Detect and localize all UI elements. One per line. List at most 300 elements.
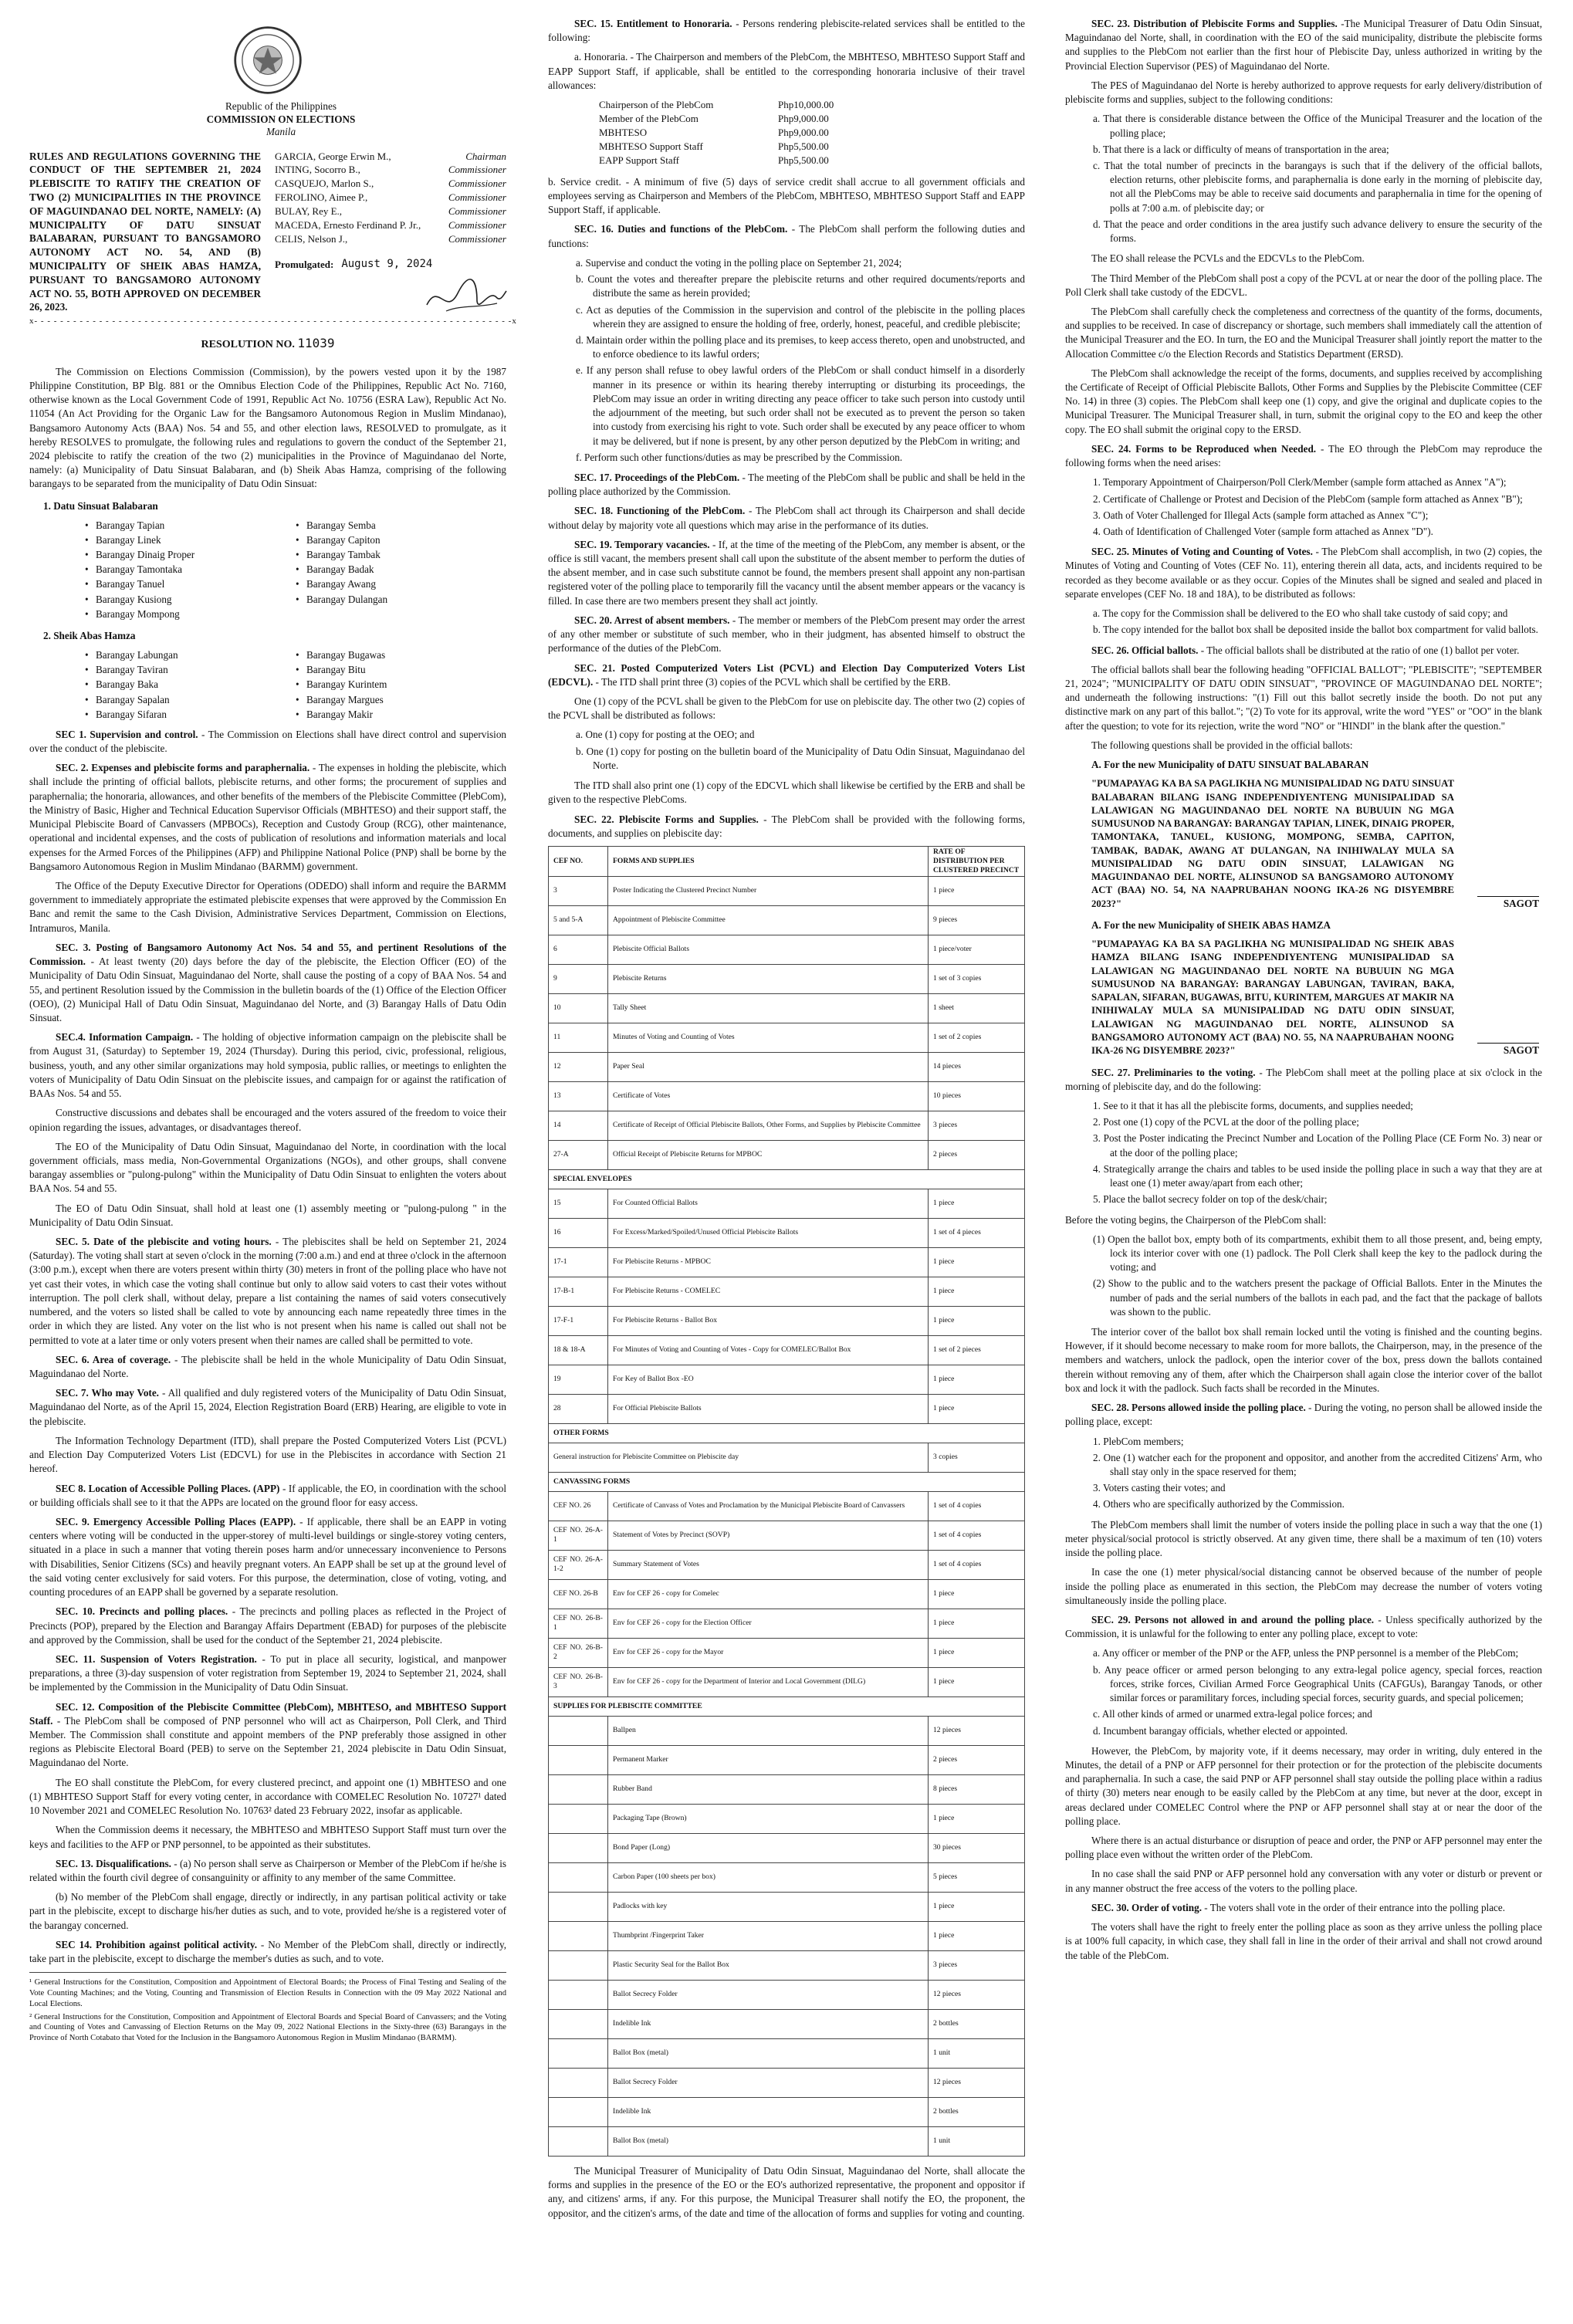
city-line: Manila xyxy=(266,126,296,137)
table-cell: 19 xyxy=(549,1365,608,1394)
table-cell: 16 xyxy=(549,1218,608,1247)
allocation-paragraph: The Municipal Treasurer of Municipality of Datu Odin Sinsuat, Maguindanao del Norte, shall allocate the forms and supplies in the presence of the EO or the EO's authorized representative, the proponent and oppositor if any, and citizens' arms, if any. For this purpose, the Municipal Treasurer shall notify the EO, the proponent, the oppositor, and the citizen's arms, of the date and time of the allocation of forms and supplies for voting and counting. xyxy=(548,2164,1025,2219)
table-cell: 5 pieces xyxy=(929,1862,1025,1892)
table-row xyxy=(549,1023,1025,1052)
table-row: EAPP Support Staff Php5,500.00 xyxy=(599,154,829,166)
list-item: 4. Others who are specifically authorized by the Commission. xyxy=(1093,1498,1345,1510)
section-heading: SEC. 25. Minutes of Voting and Counting of Votes. xyxy=(1091,546,1313,558)
table-cell: 1 piece xyxy=(929,1638,1025,1667)
table-cell: 3 pieces xyxy=(929,1111,1025,1140)
table-cell: Plebiscite Official Ballots xyxy=(608,935,929,964)
table-cell: 1 set of 4 copies xyxy=(929,1521,1025,1550)
table-row: Member of the PlebCom Php9,000.00 xyxy=(599,113,829,125)
honoraria-table xyxy=(594,98,838,167)
table-cell: 12 pieces xyxy=(929,1716,1025,1745)
table-row xyxy=(549,1980,1025,2009)
list-item: a. Supervise and conduct the voting in the polling place on September 21, 2024; xyxy=(576,256,902,269)
section-paragraph: SEC. 6. Area of coverage. - The plebiscite shall be held in the whole Municipality of Datu Odin Sinsuat, Maguindanao del Norte. xyxy=(29,1353,506,1380)
conditions-list xyxy=(1093,112,1542,245)
table-cell: 1 piece xyxy=(929,1306,1025,1335)
table-cell: 28 xyxy=(549,1394,608,1423)
list-item: (1) Open the ballot box, empty both of its compartments, exhibit them to all those present, and, being empty, lock its interior cover with one (1) padlock. The Poll Clerk shall keep the key to the padlock during the voting; and xyxy=(1093,1233,1542,1274)
list-item: b. The copy intended for the ballot box shall be deposited inside the ballot box compartment for valid ballots. xyxy=(1093,624,1538,636)
table-cell: CEF NO. 26-A-1 xyxy=(549,1521,608,1550)
table-row xyxy=(549,1472,1025,1491)
table-row xyxy=(549,1052,1025,1081)
resolution-title: RULES AND REGULATIONS GOVERNING THE CONDUCT OF THE SEPTEMBER 21, 2024 PLEBISCITE TO RATIFY THE CREATION OF TWO (2) MUNICIPALITIES IN THE PROVINCE OF MAGUINDANAO DEL NORTE, NAMELY: (A) MUNICIPALITY OF DATU SINSUAT BALABARAN, PURSUANT TO BANGSAMORO AUTONOMY ACT NO. 54, AND (B) MUNICIPALITY OF SHEIK ABAS HAMZA, PURSUANT TO BANGSAMORO AUTONOMY ACT NO. 55, BOTH APPROVED ON DECEMBER 26, 2023. xyxy=(29,150,261,313)
barangay-list: • Barangay Labungan • Barangay Bugawas • Barangay Taviran • Barangay Bitu • Barangay Baka • Barangay Kurintem • Barangay Sapalan • Barangay Margues • Barangay Sifaran • Barangay Makir xyxy=(85,648,506,722)
table-cell xyxy=(549,2097,608,2126)
list-item: b. One (1) copy for posting on the bulletin board of the Municipality of Datu Odin Sinsuat, Maguindanao del Norte. xyxy=(576,745,1025,771)
table-cell xyxy=(549,1921,608,1950)
table-cell: 12 xyxy=(549,1052,608,1081)
section-list xyxy=(29,728,506,1967)
table-cell: CEF NO. 26-B-2 xyxy=(549,1638,608,1667)
section-heading: SEC. 7. Who may Vote. xyxy=(56,1387,159,1399)
table-row xyxy=(549,1696,1025,1716)
commission-line: COMMISSION ON ELECTIONS xyxy=(206,113,356,125)
section-paragraph: SEC. 7. Who may Vote. - All qualified and duly registered voters of the Municipality of Datu Odin Sinsuat, Maguindanao del Norte, as of the April 15, 2024, Election Registration Board (ERB) Hearing, are eligible to vote in the plebiscite. xyxy=(29,1387,506,1427)
table-cell: For Key of Ballot Box -EO xyxy=(608,1365,929,1394)
table-row xyxy=(549,1218,1025,1247)
table-row xyxy=(549,993,1025,1023)
section-heading: SEC. 27. Preliminaries to the voting. xyxy=(1091,1066,1256,1078)
table-cell: 1 piece xyxy=(929,1394,1025,1423)
table-cell: 10 xyxy=(549,993,608,1023)
table-row xyxy=(549,1423,1025,1443)
list-item: 4. Strategically arrange the chairs and tables to be used inside the polling place in such a way that they are at least one (1) meter away/apart from each other; xyxy=(1093,1162,1542,1189)
section-heading: SEC. 21. Posted Computerized Voters List (PCVL) and Election Day Computerized Voters List (EDCVL). xyxy=(548,661,1025,688)
section-paragraph: SEC. 21. Posted Computerized Voters List (PCVL) and Election Day Computerized Voters List (EDCVL). - The ITD shall print three (3) copies of the PCVL which shall be certified by the ERB. xyxy=(548,661,1025,688)
table-cell: 1 set of 2 copies xyxy=(929,1023,1025,1052)
table-cell: 6 xyxy=(549,935,608,964)
table-cell xyxy=(549,1833,608,1862)
table-cell: 1 piece xyxy=(929,1365,1025,1394)
section-paragraph: SEC 14. Prohibition against political activity. - No Member of the PlebCom shall, directly or indirectly, take part in the plebiscite, except to discharge the member's duties as such, and to vote. xyxy=(29,1938,506,1965)
column-header: FORMS AND SUPPLIES xyxy=(608,846,929,876)
table-cell: For Plebiscite Returns - Ballot Box xyxy=(608,1306,929,1335)
list-item: 4. Oath of Identification of Challenged Voter (sample form attached as Annex "D"). xyxy=(1093,526,1433,537)
table-row xyxy=(549,935,1025,964)
table-cell: Paper Seal xyxy=(608,1052,929,1081)
table-cell: 2 pieces xyxy=(929,1140,1025,1169)
section-heading: SEC. 5. Date of the plebiscite and voting hours. xyxy=(56,1236,272,1248)
table-cell: 1 set of 4 pieces xyxy=(929,1218,1025,1247)
pcvl-list xyxy=(576,728,1025,773)
preliminaries-list xyxy=(1093,1099,1542,1207)
table-row xyxy=(549,964,1025,993)
table-cell: For Plebiscite Returns - MPBOC xyxy=(608,1247,929,1277)
ballot-question-label: A. For the new Municipality of DATU SINSUAT BALABARAN xyxy=(1091,759,1369,771)
section-paragraph: One (1) copy of the PCVL shall be given to the PlebCom for use on plebiscite day. The other two (2) copies of the PCVL shall be distributed as follows: xyxy=(548,695,1025,722)
section-heading: SEC. 6. Area of coverage. xyxy=(56,1353,171,1365)
forms-supplies-table xyxy=(548,846,1025,2157)
table-row: MBHTESO Php9,000.00 xyxy=(599,126,829,138)
section-heading: SEC. 15. Entitlement to Honoraria. xyxy=(574,18,732,29)
table-row xyxy=(549,1862,1025,1892)
list-item: a. Any officer or member of the PNP or the AFP, unless the PNP personnel is a member of the PlebCom; xyxy=(1093,1647,1519,1659)
table-row xyxy=(549,1521,1025,1550)
service-credit-paragraph: b. Service credit. - A minimum of five (5) days of service credit shall accrue to all government officials and employees serving as Chairperson and Members of the PlebCom, MBHTESO, MBHTESO Support Staff and EAPP Support Staff, if applicable. xyxy=(548,175,1025,216)
separator-line: x- - - - - - - - - - - - - - - - - - - - - - - - - - - - - - - - - - - - - - - - - - - - - - - - - - - - - - - - - - - - - - - - - - - - - - - - - -x xyxy=(29,316,517,326)
table-cell: 5 and 5-A xyxy=(549,905,608,935)
table-cell: 18 & 18-A xyxy=(549,1335,608,1365)
table-header-row xyxy=(549,846,1025,876)
table-cell xyxy=(549,1774,608,1804)
table-row xyxy=(549,2097,1025,2126)
signature-icon xyxy=(423,274,508,320)
table-cell: 1 piece xyxy=(929,1579,1025,1609)
table-cell xyxy=(549,1862,608,1892)
barangay-list: • Barangay Tapian • Barangay Semba • Barangay Linek • Barangay Capiton • Barangay Dinaig Proper • Barangay Tambak • Barangay Tamontaka • Barangay Badak • Barangay Tanuel • Barangay Awang • Barangay Kusiong • Barangay Dulangan • Barangay Mompong xyxy=(85,518,506,621)
table-row xyxy=(549,1833,1025,1862)
section-heading: SEC. 23. Distribution of Plebiscite Forms and Supplies. xyxy=(1091,18,1338,29)
table-row xyxy=(549,1491,1025,1521)
table-row xyxy=(549,2038,1025,2068)
table-row xyxy=(549,2126,1025,2156)
table-row xyxy=(549,1443,1025,1472)
table-cell xyxy=(549,1950,608,1980)
table-row: Chairperson of the PlebCom Php10,000.00 xyxy=(599,99,834,111)
municipality-heading: 2. Sheik Abas Hamza xyxy=(43,629,136,641)
table-cell: 1 unit xyxy=(929,2038,1025,2068)
section-paragraph: SEC. 13. Disqualifications. - (a) No person shall serve as Chairperson or Member of the PlebCom if he/she is related within the fourth civil degree of consanguinity or affinity to any member of the same Committee. xyxy=(29,1857,506,1884)
table-cell: Thumbprint /Fingerprint Taker xyxy=(608,1921,929,1950)
table-row xyxy=(549,1306,1025,1335)
table-row xyxy=(549,1804,1025,1833)
table-cell: Ballot Box (metal) xyxy=(608,2126,929,2156)
list-item: c. That the total number of precincts in the barangays is such that if the delivery of the official ballots, election returns, other plebiscite forms, and paraphernalia is done early in the morning of plebiscite day, not all the PlebComs may be able to receive said documents and paraphernalia in time for the opening of polls at 7:00 a.m. of plebiscite day; or xyxy=(1093,159,1542,214)
table-cell: Env for CEF 26 - copy for Comelec xyxy=(608,1579,929,1609)
table-cell: For Official Plebiscite Ballots xyxy=(608,1394,929,1423)
table-row xyxy=(549,1579,1025,1609)
table-cell: 30 pieces xyxy=(929,1833,1025,1862)
table-cell xyxy=(549,2068,608,2097)
comelec-seal-icon xyxy=(232,25,303,96)
list-item: c. Act as deputies of the Commission in the supervision and control of the plebiscite in the polling places wherein they are assigned to ensure the holding of free, orderly, honest, peaceful, and credible plebiscite; xyxy=(576,303,1025,330)
table-cell xyxy=(549,1980,608,2009)
section-heading: SEC. 9. Emergency Accessible Polling Places (EAPP). xyxy=(56,1515,296,1527)
table-cell: Ballot Secrecy Folder xyxy=(608,1980,929,2009)
reproducible-forms-list xyxy=(1093,475,1542,539)
table-cell: Ballot Box (metal) xyxy=(608,2038,929,2068)
table-subheading: SPECIAL ENVELOPES xyxy=(549,1169,1025,1189)
table-row xyxy=(549,1638,1025,1667)
list-item: 2. Post one (1) copy of the PCVL at the door of the polling place; xyxy=(1093,1116,1359,1128)
minutes-list xyxy=(1093,607,1542,637)
footnotes xyxy=(29,1972,506,2044)
section-paragraph: When the Commission deems it necessary, the MBHTESO and MBHTESO Support Staff must turn over the keys and facilities to the AFP or PNP personnel, to be appointed as their substitutes. xyxy=(29,1824,506,1850)
list-item: 1. PlebCom members; xyxy=(1093,1435,1184,1447)
list-item: b. Count the votes and thereafter prepare the plebiscite returns and other required documents/reports and distribute the same as herein provided; xyxy=(576,273,1025,299)
table-row xyxy=(549,1247,1025,1277)
list-item: c. All other kinds of armed or unarmed extra-legal police forces; and xyxy=(1093,1708,1372,1720)
section-heading: SEC. 29. Persons not allowed in and around the polling place. xyxy=(1091,1613,1375,1625)
table-subheading: CANVASSING FORMS xyxy=(549,1472,1025,1491)
section-paragraph: SEC. 12. Composition of the Plebiscite Committee (PlebCom), MBHTESO, and MBHTESO Support Staff. - The PlebCom shall be composed of PNP personnel who will act as Chairperson, Poll Clerk, and Third Member. The Commission shall constitute and appoint members of the PNP preferably those assigned in other regions as Plebiscite Electoral Board (PEB) to serve on the September 21, 2024 plebiscite in Datu Odin Sinsuat, Maguindanao del Norte. xyxy=(29,1700,506,1769)
section-paragraph: SEC. 3. Posting of Bangsamoro Autonomy Act Nos. 54 and 55, and pertinent Resolutions of the Commission. - At least twenty (20) days before the day of the plebiscite, the Election Officer (EO) of the Municipality of Datu Odin Sinsuat, Maguindanao del Norte, shall cause the posting of a copy of BAA Nos. 54 and 55, and pertinent Resolution issued by the Commission in the bulletin boards of the (1) Office of the Election Officer (OEO), (2) Municipal Hall of Datu Odin Sinsuat, Maguindanao del Norte, and (3) Barangay Halls of Datu Odin Sinsuat. xyxy=(29,941,506,1023)
section-heading: SEC. 10. Precincts and polling places. xyxy=(56,1605,228,1618)
table-row xyxy=(549,1394,1025,1423)
edcvl-paragraph: The ITD shall also print one (1) copy of the EDCVL which shall likewise be certified by the ERB and shall be given to the respective PlebComs. xyxy=(548,780,1025,806)
footnote: ² General Instructions for the Constitution, Composition and Appointment of Electoral Boards and Special Board of Canvassers; and the Voting and Counting of Votes and Canvassing of Election Returns on the May 09, 2022 National Elections in the Sixty-three (63) Barangays in the Province of North Cotabato that Voted for the Inclusion in the Bangsamoro Autonomous Region in Muslim Mindanao (BARMM). xyxy=(29,2012,506,2043)
table-cell: Rubber Band xyxy=(608,1774,929,1804)
section-heading: SEC. 17. Proceedings of the PlebCom. xyxy=(574,471,740,483)
list-item: 3. Oath of Voter Challenged for Illegal Acts (sample form attached as Annex "C"); xyxy=(1093,509,1429,521)
table-cell: Minutes of Voting and Counting of Votes xyxy=(608,1023,929,1052)
table-cell: 14 pieces xyxy=(929,1052,1025,1081)
table-row xyxy=(549,1335,1025,1365)
column-header: CEF NO. xyxy=(549,846,608,876)
table-cell: 8 pieces xyxy=(929,1774,1025,1804)
section-paragraph: SEC 1. Supervision and control. - The Commission on Elections shall have direct control and supervision over the conduct of the plebiscite. xyxy=(29,728,507,755)
section-paragraph: The Information Technology Department (ITD), shall prepare the Posted Computerized Voters List (PCVL) and Election Day Computerized Voters List (EDCVL) for use in the Plebiscites in accordance with Section 21 hereof. xyxy=(29,1434,506,1475)
table-cell: Summary Statement of Votes xyxy=(608,1550,929,1579)
column-3: SEC. 23. Distribution of Plebiscite Forms and Supplies. -The Municipal Treasurer of Datu Odin Sinsuat, Maguindanao del Norte, shall, in coordination with the EO of the said municipality, distribute the plebiscite forms and supplies to the PlebCom not earlier than the first hour of Plebiscite Day, unless authorized in writing by the Provincial Election Supervisor (PES) of Maguindanao del Norte. The PES of Maguindanao del Norte is hereby authorized to approve requests for early delivery/distribution of plebiscite forms and supplies, subject to the following conditions: a. That there is considerable distance between the Office of the Municipal Treasurer and the location of the polling place; b. That there is a lack or difficulty of means of transportation in the area; c. That the total number of precincts in the barangays is such that if the delivery of the official ballots, election returns, other plebiscite forms, and paraphernalia is done early in the morning of plebiscite day, not all the PlebComs may be able to receive said documents and paraphernalia in time for the opening of polls at 7:00 a.m. of plebiscite day; or d. That the peace and order conditions in the area justify such advance delivery to ensure the security of the forms. The EO shall release the PCVLs and the EDCVLs to the PlebCom. The Third Member of the PlebCom shall post a copy of the PCVL at or near the door of the polling place. The Poll Clerk shall take custody of the EDCVL. The PlebCom shall carefully check the completeness and correctness of the quantity of the forms, documents, and supplies to be received. In case of discrepancy or shortage, such members shall immediately call the attention of the Municipal Treasurer and the EO. In turn, the EO and the Municipal Treasurer shall jointly report the matter to the Allocation Committee c/o the Election Records and Statistics Department (ERSD). The PlebCom shall acknowledge the receipt of the forms, documents, and supplies received by accomplishing the Certificate of Receipt of Official Plebiscite Ballots, Other Forms and Supplies by the Plebiscite Committee (CEF No. 14) in three (3) copies. The PlebCom shall keep one (1) copy, and give the original and duplicate copies to the Municipal Treasurer. The Municipal Treasurer shall, in turn, submit the original copy to the EO and keep the other copy. The EO shall submit the original copy to the ERSD. SEC. 24. Forms to be Reproduced when Needed. - The EO through the PlebCom may reproduce the following forms when the need arises: 1. Temporary Appointment of Chairperson/Poll Clerk/Member (sample form attached as Annex "A"); 2. Certificate of Challenge or Protest and Decision of the PlebCom (sample form attached as Annex "B"); 3. Oath of Voter Challenged for Illegal Acts (sample form attached as Annex "C"); 4. Oath of Identification of Challenged Voter (sample form attached as Annex "D"). SEC. 25. Minutes of Voting and Counting of Votes. - The PlebCom shall accomplish, in two (2) copies, the Minutes of Voting and Counting of Votes (CEF No. 11), entering therein all data, acts, and incidents required to be recorded as they become available or as they occur. Copies of the Minutes shall be signed and sealed and placed in separate envelopes (CEF No. 18 and 18A), to be distributed as follows: a. The copy for the Commission shall be delivered to the EO who shall take custody of said copy; and b. The copy intended for the ballot box shall be deposited inside the ballot box compartment for valid ballots. SEC. 26. Official ballots. - The official ballots shall be distributed at the ratio of one (1) ballot per voter. The official ballots shall bear the following heading "OFFICIAL BALLOT"; "PLEBISCITE"; "SEPTEMBER 21, 2024"; "MUNICIPALITY OF DATU ODIN SINSUAT", "PROVINCE OF MAGUINDANAO DEL NORTE"; and underneath the following instructions: "(1) Fill out this ballot secretly inside the booth. Do not put any distinctive mark on any part of this ballot."; "(2) To vote for its approval, write the word "YES" or "OO" in the blank after the question; to vote for its rejection, write the word "NO" or "HINDI" in the blank after the question." The following questions shall be provided in the official ballots: A. For the new Municipality of DATU SINSUAT BALABARAN "PUMAPAYAG KA BA SA PAGLIKHA NG MUNISIPALIDAD NG DATU SINSUAT BALABARAN BILANG ISANG INDEPENDIYENTENG MUNISIPALIDAD SA LALAWIGAN NG MAGUINDANAO DEL NORTE NA BUBUUIN NG MGA SUMUSUNOD NA BARANGAY: BARANGAY TAPIAN, LINEK, DINAIG PROPER, TAMONTAKA, TANUEL, KUSIONG, MOMPONG, SEMBA, CAPITON, TAMBAK, BADAK, AWANG AT DULANGAN, NA INIHIWALAY MULA SA MUNISIPALIDAD NG DATU ODIN SINSUAT, LALAWIGAN NG MAGUINDANAO DEL NORTE, ALINSUNOD SA BANGSAMORO AUTONOMY ACT (BAA) NO. 54, NA NAAPRUBAHAN NOONG IKA-26 NG DISYEMBRE 2023?" SAGOT A. For the new Municipality of SHEIK ABAS HAMZA "PUMAPAYAG KA BA SA PAGLIKHA NG MUNISIPALIDAD NG SHEIK ABAS HAMZA BILANG ISANG INDEPENDIYENTENG MUNISIPALIDAD SA LALAWIGAN NG MAGUINDANAO DEL NORTE NA BUBUUIN NG MGA SUMUSUNOD NA BARANGAY: BARANGAY LABUNGAN, TAVIRAN, BAKA, SAPALAN, SIFARAN, BUGAWAS, BITU, KURINTEM, MARGUES AT MAKIR NA INIHIWALAY MULA SA MUNISIPALIDAD NG DATU ODIN SINSUAT, LALAWIGAN NG MAGUINDANAO DEL NORTE, ALINSUNOD SA BANGSAMORO AUTONOMY ACT (BAA) NO. 55, NA NAAPRUBAHAN NOONG IKA-26 NG DISYEMBRE 2023?" SAGOT SEC. 27. Preliminaries to the voting. - The PlebCom shall meet at the polling place at six o'clock in the morning of plebiscite day, and do the following: 1. See to it that it has all the plebiscite forms, documents, and supplies needed; 2. Post one (1) copy of the PCVL at the door of the polling place; 3. Post the Poster indicating the Precinct Number and Location of the Polling Place (CE Form No. 3) near or at the door of the polling place; 4. Strategically arrange the chairs and tables to be used inside the polling place in such a way that they are at least one (1) meter away/apart from each other; 5. Place the ballot secrecy folder on top of the desk/chair; Before the voting begins, the Chairperson of the PlebCom shall: (1) Open the ballot box, empty both of its compartments, exhibit them to all those present, and, being empty, lock its interior cover with one (1) padlock. The Poll Clerk shall keep the key to the padlock during the voting; and (2) Show to the public and to the watchers present the package of Official Ballots. Enter in the Minutes the number of pads and the serial numbers of the ballots in each pad, and the fact that the package of ballots was shown to the public. The interior cover of the ballot box shall remain locked until the voting is finished and the counting begins. However, if it should become necessary to make room for more ballots, the Chairperson, may, in the presence of the members and watchers, unlock the padlock, open the interior cover of the box, press down the ballots contained therein without removing any of them, after which the Chairperson shall again close the interior cover of the ballot box and lock it with the padlock. Such facts shall be recorded in the Minutes. SEC. 28. Persons allowed inside the polling place. - During the voting, no person shall be allowed inside the polling place, except: 1. PlebCom members; 2. One (1) watcher each for the proponent and oppositor, and another from the accredited Citizens' Arm, who shall stay only in the space reserved for them; 3. Voters casting their votes; and 4. Others who are specifically authorized by the Commission. The PlebCom members shall limit the number of voters inside the polling place in such a way that the one (1) meter physical/social protocol is strictly observed. At any given time, there shall be a maximum of ten (10) voters inside the polling place. In case the one (1) meter physical/social distancing cannot be observed because of the number of people inside the polling place as enumerated in this section, the PlebCom may decrease the number of voters voting simultaneously inside the polling place. SEC. 29. Persons not allowed in and around the polling place. - Unless specifically authorized by the Commission, it is unlawful for the following to enter any polling place, except to vote: a. Any officer or member of the PNP or the AFP, unless the PNP personnel is a member of the PlebCom; b. Any peace officer or armed person belonging to any extra-legal police agency, special forces, reaction forces, strike forces, Civilian Armed Force Geographical Units (CAFGUs), Barangay Tanods, or other similar forces or paramilitary forces, including special forces, security guards, and special policemen; c. All other kinds of armed or unarmed extra-legal police forces; and d. Incumbent barangay officials, whether elected or appointed. However, the PlebCom, by majority vote, if it deems necessary, may order in writing, duly entered in the Minutes, the detail of a PNP or AFP personnel for their protection or for the protection of the plebiscite documents and paraphernalia. In such a case, the said PNP or AFP personnel shall stay outside the polling place within a radius of thirty (30) meters near enough to be easily called by the PlebCom at any time, but never at the door, except in areas declared under COMELEC Control where the PNP or AFP personnel shall stay at or near the door of the polling place. Where there is an actual disturbance or disruption of peace and order, the PNP or AFP personnel may enter the polling place even without the written order of the PlebCom. In no case shall the said PNP or AFP personnel hold any conversation with any voter or disturb or prevent or in any manner obstruct the free access of the voters to the polling place. SEC. 30. Order of voting. - The voters shall vote in the order of their entrance into the polling place. The voters shall have the right to freely enter the polling place as soon as they arrive unless the polling place is at 100% full capacity, in which case, they shall fall in line in the order of their arrival and shall not crowd around the table of the PlebCom. xyxy=(1065,18,1543,1961)
table-cell: 13 xyxy=(549,1081,608,1111)
section-paragraph: The EO shall constitute the PlebCom, for every clustered precinct, and appoint one (1) MBHTESO and one (1) MBHTESO Support Staff for every voting center, in accordance with COMELEC Resolution No. 10727¹ dated 10 November 2021 and COMELEC Resolution No. 10763² dated 23 February 2022, insofar as applicable. xyxy=(29,1776,506,1817)
section-paragraph: SEC. 11. Suspension of Voters Registration. - To put in place all security, logistical, and manpower preparations, a three (3)-day suspension of voter registration from September 19, 2024 to September 21, 2024, shall be implemented by the Commission in the Municipality of Datu Odin Sinsuat. xyxy=(29,1653,506,1693)
section-heading: SEC. 12. Composition of the Plebiscite Committee (PlebCom), MBHTESO, and MBHTESO Support Staff. xyxy=(29,1700,506,1727)
table-row: MBHTESO Support Staff Php5,500.00 xyxy=(599,140,829,152)
table-cell: General instruction for Plebiscite Committee on Plebiscite day xyxy=(549,1443,929,1472)
commissioner-row: CELIS, Nelson J., Commissioner xyxy=(275,233,506,245)
table-cell: Indelible Ink xyxy=(608,2009,929,2038)
table-row xyxy=(549,1365,1025,1394)
table-cell: Official Receipt of Plebiscite Returns for MPBOC xyxy=(608,1140,929,1169)
list-item: (2) Show to the public and to the watchers present the package of Official Ballots. Enter in the Minutes the number of pads and the serial numbers of the ballots in each pad, and the fact that the package of ballots was shown to the public. xyxy=(1093,1277,1542,1318)
commissioner-row: FEROLINO, Aimee P., Commissioner xyxy=(275,191,506,204)
table-row xyxy=(549,1277,1025,1306)
table-cell: 3 pieces xyxy=(929,1950,1025,1980)
table-row xyxy=(549,1774,1025,1804)
section-list xyxy=(548,471,1025,723)
table-cell: Ballpen xyxy=(608,1716,929,1745)
section-paragraph: (b) No member of the PlebCom shall engage, directly or indirectly, in any partisan political activity or take part in the plebiscite, except to discharge his/her duties as such, and to vote, provided he/she is a registered voter of the barangay concerned. xyxy=(29,1891,506,1931)
list-item: 1. See to it that it has all the plebiscite forms, documents, and supplies needed; xyxy=(1093,1099,1413,1111)
table-cell: For Excess/Marked/Spoiled/Unused Official Plebiscite Ballots xyxy=(608,1218,929,1247)
column-header: RATE OF DISTRIBUTION PER CLUSTERED PRECINCT xyxy=(929,846,1025,876)
table-cell: 3 copies xyxy=(929,1443,1025,1472)
table-cell: Statement of Votes by Precinct (SOVP) xyxy=(608,1521,929,1550)
table-cell: Certificate of Canvass of Votes and Proclamation by the Municipal Plebiscite Board of Canvassers xyxy=(608,1491,929,1521)
table-cell xyxy=(549,2009,608,2038)
table-cell: Padlocks with key xyxy=(608,1892,929,1921)
prohibited-persons-list xyxy=(1093,1646,1542,1737)
table-row xyxy=(549,1111,1025,1140)
list-item: d. Maintain order within the polling place and its premises, to keep access thereto, open and unobstructed, and to enforce obedience to its lawful orders; xyxy=(576,333,1025,360)
section-heading: SEC. 11. Suspension of Voters Registration. xyxy=(56,1653,257,1665)
table-cell: 1 set of 4 copies xyxy=(929,1550,1025,1579)
table-cell: 3 xyxy=(549,876,608,905)
section-heading: SEC. 2. Expenses and plebiscite forms and paraphernalia. xyxy=(56,762,310,774)
section-heading: SEC 1. Supervision and control. xyxy=(56,728,198,740)
section-paragraph: Constructive discussions and debates shall be encouraged and the voters assured of the freedom to voice their opinion regarding the issues, advantages, or disadvantages thereof. xyxy=(29,1107,506,1133)
table-cell: Carbon Paper (100 sheets per box) xyxy=(608,1862,929,1892)
list-item: b. That there is a lack or difficulty of means of transportation in the area; xyxy=(1093,143,1389,155)
section-paragraph: SEC. 18. Functioning of the PlebCom. - The PlebCom shall act through its Chairperson and shall decide without delay by majority vote all questions which may arise in the performance of its duties. xyxy=(548,505,1025,531)
section-paragraph: SEC. 20. Arrest of absent members. - The member or members of the PlebCom present may order the arrest of any other member or substitute of such member, who in their judgment, has absented himself to obstruct the performance of the duties of the PlebCom. xyxy=(548,614,1025,655)
section-paragraph: SEC.4. Information Campaign. - The holding of objective information campaign on the plebiscite shall be from August 31, (Saturday) to September 19, 2024 (Thursday). During this period, civic, professional, religious, business, youth, and any other similar organizations may hold symposia, public rallies, or meetings to enlighten the voters of Municipality of Datu Odin Sinsuat on the plebiscite issues, and campaign for or against the ratification of BAAs Nos. 54 and 55. xyxy=(29,1031,506,1100)
table-cell: 11 xyxy=(549,1023,608,1052)
table-subheading: SUPPLIES FOR PLEBISCITE COMMITTEE xyxy=(549,1696,1025,1716)
republic-line: Republic of the Philippines xyxy=(225,100,337,112)
table-row xyxy=(549,1550,1025,1579)
table-cell: 1 piece/voter xyxy=(929,935,1025,964)
table-cell: 1 piece xyxy=(929,1609,1025,1638)
table-row xyxy=(549,876,1025,905)
resolution-number: RESOLUTION NO. 11039 xyxy=(201,336,335,351)
list-item: f. Perform such other functions/duties as may be prescribed by the Commission. xyxy=(576,451,903,463)
section-heading: SEC. 26. Official ballots. xyxy=(1091,644,1199,656)
section-paragraph: The EO of Datu Odin Sinsuat, shall hold at least one (1) assembly meeting or "pulong-pulong " in the Municipality of Datu Odin Sinsuat. xyxy=(29,1202,506,1228)
table-cell: CEF NO. 26-B xyxy=(549,1579,608,1609)
table-cell: 1 set of 4 copies xyxy=(929,1491,1025,1521)
list-item: b. Any peace officer or armed person belonging to any extra-legal police agency, special forces, reaction forces, strike forces, Civilian Armed Force Geographical Units (CAFGUs), Barangay Tanods, or other similar forces or paramilitary forces, including special forces, security guards, and special policemen; xyxy=(1093,1663,1542,1704)
intro-paragraph: The Commission on Elections Commission (Commission), by the powers vested upon it by the 1987 Philippine Constitution, BP Blg. 881 or the Omnibus Election Code of the Philippines, Republic Act No. 7160, otherwise known as the Local Government Code of 1991, Republic Act No. 10756 (ESRA Law), Republic Act No. 11054 (An Act Providing for the Organic Law for the Bangsamoro Autonomous Region in Muslim Mindanao), Bangsamoro Autonomy Acts (BAA) Nos. 54 and 55, and other election laws, RESOLVED to promulgate, as it hereby RESOLVES to promulgate, the following rules and regulations to govern the conduct of the September 21, 2024 plebiscite to ratify the creation of the two (2) municipalities in the Province of Maguindanao del Norte, namely: (a) Municipality of Datu Sinsuat Balabaran, and (b) Sheik Abas Hamza, comprising of the following barangays to be separated from the municipality of Datu Odin Sinsuat: xyxy=(29,365,506,490)
commissioner-row: CASQUEJO, Marlon S., Commissioner xyxy=(275,178,506,190)
ballot-question: "PUMAPAYAG KA BA SA PAGLIKHA NG MUNISIPALIDAD NG DATU SINSUAT BALABARAN BILANG ISANG INDEPENDIYENTENG MUNISIPALIDAD SA LALAWIGAN NG MAGUINDANAO DEL NORTE NA BUBUUIN NG MGA SUMUSUNOD NA BARANGAY: BARANGAY TAPIAN, LINEK, DINAIG PROPER, TAMONTAKA, TANUEL, KUSIONG, MOMPONG, SEMBA, CAPITON, TAMBAK, BADAK, AWANG AT DULANGAN, NA INIHIWALAY MULA SA MUNISIPALIDAD NG DATU ODIN SINSUAT, LALAWIGAN NG MAGUINDANAO DEL NORTE, ALINSUNOD SA BANGSAMORO AUTONOMY ACT (BAA) NO. 54, NA NAAPRUBAHAN NOONG IKA-26 NG DISYEMBRE 2023?" SAGOT xyxy=(1065,777,1542,911)
section-paragraph: SEC. 5. Date of the plebiscite and voting hours. - The plebiscites shall be held on September 21, 2024 (Saturday). The voting shall start at seven o'clock in the morning (7:00 a.m.) and end at three o'clock in the afternoon (3:00 p.m.), except when there are voters present within thirty (30) meters in front of the polling place who have not yet cast their votes, in which case the voting shall continue but only to allow said voters to cast their votes without interruption. The poll clerk shall, without delay, prepare a list containing the names of said voters consecutively numbered, and the voters so listed shall be called to vote by announcing each name repeatedly three times in the order in which they are listed. Any voter on the list who is not present when his name is called out shall not be permitted to vote at a later time or only voters present when their names are called shall be permitted to vote. xyxy=(29,1236,506,1346)
table-cell: Ballot Secrecy Folder xyxy=(608,2068,929,2097)
table-cell: 1 set of 2 pieces xyxy=(929,1335,1025,1365)
table-cell: CEF NO. 26-A-1-2 xyxy=(549,1550,608,1579)
table-cell: 1 piece xyxy=(929,876,1025,905)
table-cell: Bond Paper (Long) xyxy=(608,1833,929,1862)
table-cell: Appointment of Plebiscite Committee xyxy=(608,905,929,935)
section-heading: SEC. 19. Temporary vacancies. xyxy=(574,538,710,550)
table-cell: Env for CEF 26 - copy for the Department of Interior and Local Government (DILG) xyxy=(608,1667,929,1696)
table-cell: 10 pieces xyxy=(929,1081,1025,1111)
table-cell: 1 piece xyxy=(929,1804,1025,1833)
table-cell: Indelible Ink xyxy=(608,2097,929,2126)
commissioner-row: BULAY, Rey E., Commissioner xyxy=(275,205,506,218)
section-heading: SEC 8. Location of Accessible Polling Places. (APP) xyxy=(56,1482,280,1494)
duties-list xyxy=(576,256,1025,465)
section-paragraph: The EO of the Municipality of Datu Odin Sinsuat, Maguindanao del Norte, in coordination with the local government officials, mass media, Non-Governmental Organizations (NGOs), and other groups, shall convene barangay assemblies or "pulong-pulong" within the Municipality of Datu Odin Sinsuat to enlighten the voters about BAA Nos. 54 and 55. xyxy=(29,1140,506,1195)
table-cell: 1 piece xyxy=(929,1892,1025,1921)
promulgation-date: August 9, 2024 xyxy=(341,258,433,271)
table-row xyxy=(549,1716,1025,1745)
table-row xyxy=(549,1140,1025,1169)
table-cell: 1 piece xyxy=(929,1921,1025,1950)
list-item: a. The copy for the Commission shall be delivered to the EO who shall take custody of said copy; and xyxy=(1093,607,1508,620)
section-heading: SEC.4. Information Campaign. xyxy=(56,1031,194,1044)
table-cell: 17-F-1 xyxy=(549,1306,608,1335)
answer-blank: SAGOT xyxy=(1477,896,1539,911)
list-item: 1. Temporary Appointment of Chairperson/Poll Clerk/Member (sample form attached as Annex "A"); xyxy=(1093,476,1507,489)
list-item: a. One (1) copy for posting at the OEO; and xyxy=(576,729,755,741)
list-item: 3. Voters casting their votes; and xyxy=(1093,1482,1226,1494)
list-item: d. That the peace and order conditions in the area justify such advance delivery to ensure the security of the forms. xyxy=(1093,218,1542,245)
footnote: ¹ General Instructions for the Constitution, Composition and Appointment of Electoral Boards; the Process of Final Testing and Sealing of the Vote Counting Machines; and the Voting, Counting and Transmission of Election Results in Connection with the 09 May 2022 National and Local Elections. xyxy=(29,1978,506,2008)
section-heading: SEC. 18. Functioning of the PlebCom. xyxy=(574,505,746,517)
list-item: 2. One (1) watcher each for the proponent and oppositor, and another from the accredited Citizens' Arm, who shall stay only in the space reserved for them; xyxy=(1093,1451,1542,1478)
section-heading: SEC. 30. Order of voting. xyxy=(1091,1901,1202,1913)
table-row xyxy=(549,1950,1025,1980)
section-paragraph: SEC. 2. Expenses and plebiscite forms and paraphernalia. - The expenses in holding the plebiscite, which shall include the printing of official ballots, plebiscite returns, and other forms; the procurement of supplies and paraphernalia; the honoraria, allowances, and other benefits of the members of the Plebiscite Committee (PlebCom), the Ministry of Basic, Higher and Technical Education Supervisor Officials (MBHTESO) and their support staff, the Municipal Plebiscite Board of Canvassers (MPBOCs), Reception and Custody Group (RCG), other maintenance, operational and incidental expenses, and the costs of publication of resolutions and information materials and local expenses for the Armed Forces of the Philippines (AFP) and Philippine National Police (PNP) shall be borne by the Bangsamoro Autonomous Region in Muslim Mindanao (BARMM) government. xyxy=(29,762,506,872)
table-cell: Certificate of Receipt of Official Plebiscite Ballots, Other Forms, and Supplies by Plebiscite Committee xyxy=(608,1111,929,1140)
table-cell xyxy=(549,2126,608,2156)
table-cell: 1 piece xyxy=(929,1277,1025,1306)
column-2: SEC. 15. Entitlement to Honoraria. - Persons rendering plebiscite-related services shall be entitled to the following: a. Honoraria. - The Chairperson and members of the PlebCom, the MBHTESO, MBHTESO Support Staff and EAPP Support Staff, if applicable, shall be entitled to the corresponding honoraria inclusive of their travel allowances: Chairperson of the PlebCom Php10,000.00 Member of the PlebCom Php9,000.00 MBHTESO Php9,000.00 MBHTESO Support Staff Php5,500.00 EAPP Support Staff Php5,500.00 b. Service credit. - A minimum of five (5) days of service credit shall accrue to all government officials and employees serving as Chairperson and Members of the PlebCom, MBHTESO, MBHTESO Support Staff and EAPP Support Staff, if applicable. SEC. 16. Duties and functions of the PlebCom. - The PlebCom shall perform the following duties and functions: a. Supervise and conduct the voting in the polling place on September 21, 2024; b. Count the votes and thereafter prepare the plebiscite returns and other required documents/reports and distribute the same as herein provided; c. Act as deputies of the Commission in the supervision and control of the plebiscite in the polling places wherein they are assigned to ensure the holding of free, orderly, honest, peaceful, and credible plebiscite; d. Maintain order within the polling place and its premises, to keep access thereto, open and unobstructed, and to enforce obedience to its lawful orders; e. If any person shall refuse to obey lawful orders of the PlebCom or shall conduct himself in a disorderly manner in its presence or within its hearing thereby interrupting or disturbing its proceedings, the PlebCom may issue an order in writing directing any peace officer to take such person into custody until the adjournment of the meeting, but such order shall not be executed as to prevent the person so taken into custody from exercising his right to vote. Such order shall be executed by any peace officer to whom it may be delivered, but if none is present, by any other person deputized by the PlebCom in writing; and f. Perform such other functions/duties as may be prescribed by the Commission. SEC. 17. Proceedings of the PlebCom. - The meeting of the PlebCom shall be public and shall be held in the polling place authorized by the Commission. SEC. 18. Functioning of the PlebCom. - The PlebCom shall act through its Chairperson and shall decide without delay by majority vote all questions which may arise in the performance of its duties. SEC. 19. Temporary vacancies. - If, at the time of the meeting of the PlebCom, any member is absent, or the office is still vacant, the members present shall call upon the substitute of the absent member to perform the duties of the absent member, and in case such substitute cannot be found, the members present shall appoint any non-partisan registered voter of the polling place to temporarily fill the vacancy until the absent member appears or the vacancy is filled. In case there are two members present they shall act jointly. SEC. 20. Arrest of absent members. - The member or members of the PlebCom present may order the arrest of any other member or substitute of such member, who in their judgment, has absented himself to obstruct the performance of the duties of the PlebCom. SEC. 21. Posted Computerized Voters List (PCVL) and Election Day Computerized Voters List (EDCVL). - The ITD shall print three (3) copies of the PCVL which shall be certified by the ERB. One (1) copy of the PCVL shall be given to the PlebCom for use on plebiscite day. The other two (2) copies of the PCVL shall be distributed as follows: a. One (1) copy for posting at the OEO; and b. One (1) copy for posting on the bulletin board of the Municipality of Datu Odin Sinsuat, Maguindanao del Norte. The ITD shall also print one (1) copy of the EDCVL which shall likewise be certified by the ERB and shall be given to the respective PlebComs. SEC. 22. Plebiscite Forms and Supplies. - The PlebCom shall be provided with the following forms, documents, and supplies on plebiscite day: CEF NO. FORMS AND SUPPLIES RATE OF DISTRIBUTION PER CLUSTERED PRECINCT 3 Poster Indicating the Clustered Precinct Number 1 piece 5 and 5-A Appointment of Plebiscite Committee 9 pieces 6 Plebiscite Official Ballots 1 piece/voter 9 Plebiscite Returns 1 set of 3 copies 10 Tally Sheet 1 sheet 11 Minutes of Voting and Counting of Votes 1 set of 2 copies 12 Paper Seal 14 pieces 13 Certificate of Votes 10 pieces 14 Certificate of Receipt of Official Plebiscite Ballots, Other Forms, and Supplies by Plebiscite Committee 3 pieces 27-A Official Receipt of Plebiscite Returns for MPBOC 2 pieces SPECIAL ENVELOPES 15 For Counted Official Ballots 1 piece 16 For Excess/Marked/Spoiled/Unused Official Plebiscite Ballots 1 set of 4 pieces 17-1 For Plebiscite Returns - MPBOC 1 piece 17-B-1 For Plebiscite Returns - COMELEC 1 piece 17-F-1 For Plebiscite Returns - Ballot Box 1 piece 18 & 18-A For Minutes of Voting and Counting of Votes - Copy for COMELEC/Ballot Box 1 set of 2 pieces 19 For Key of Ballot Box -EO 1 piece 28 For Official Plebiscite Ballots 1 piece OTHER FORMS General instruction for Plebiscite Committee on Plebiscite day 3 copies CANVASSING FORMS CEF NO. 26 Certificate of Canvass of Votes and Proclamation by the Municipal Plebiscite Board of Canvassers 1 set of 4 copies CEF NO. 26-A-1 Statement of Votes by Precinct (SOVP) 1 set of 4 copies CEF NO. 26-A-1-2 Summary Statement of Votes 1 set of 4 copies CEF NO. 26-B Env for CEF 26 - copy for Comelec 1 piece CEF NO. 26-B-1 Env for CEF 26 - copy for the Election Officer 1 piece CEF NO. 26-B-2 Env for CEF 26 - copy for the Mayor 1 piece CEF NO. 26-B-3 Env for CEF 26 - copy for the Department of Interior and Local Government (DILG) 1 piece SUPPLIES FOR PLEBISCITE COMMITTEE Ballpen 12 pieces Permanent Marker 2 pieces Rubber Band 8 pieces Packaging Tape (Brown) 1 piece Bond Paper (Long) 30 pieces Carbon Paper (100 sheets per box) 5 pieces Padlocks with key 1 piece Thumbprint /Fingerprint Taker 1 piece Plastic Security Seal for the Ballot Box 3 pieces Ballot Secrecy Folder 12 pieces Indelible Ink 2 bottles Ballot Box (metal) 1 unit Ballot Secrecy Folder 12 pieces Indelible Ink 2 bottles Ballot Box (metal) 1 unit The Municipal Treasurer of Municipality of Datu Odin Sinsuat, Maguindanao del Norte, shall allocate the forms and supplies in the presence of the EO or the EO's authorized representative, the proponent and oppositor if any, and citizens' arms, if any. For this purpose, the Municipal Treasurer shall notify the EO, the proponent, the oppositor, and the citizen's arms, of the date and time of the allocation of forms and supplies for voting and counting. xyxy=(548,17,1025,2226)
commissioner-row: INTING, Socorro B., Commissioner xyxy=(275,164,506,176)
section-paragraph: SEC. 9. Emergency Accessible Polling Places (EAPP). - If applicable, there shall be an EAPP in voting centers where voting will be conducted in the upper-storey of multi-level buildings or single-storey voting centers, situated in a place in such a manner that voting therein poses harm and/or unnecessary inconvenience to Persons with Disabilities, Senior Citizens (SCs) and heavily pregnant voters. An EAPP shall be set up at the ground level of the said voting center exclusively for said voters. For this purpose, the determination, close of voting, voting, and counting procedures of an EAPP shall be governed by a separate resolution. xyxy=(29,1515,506,1598)
ballot-question: "PUMAPAYAG KA BA SA PAGLIKHA NG MUNISIPALIDAD NG SHEIK ABAS HAMZA BILANG ISANG INDEPENDIYENTENG MUNISIPALIDAD SA LALAWIGAN NG MAGUINDANAO DEL NORTE NA BUBUUIN NG MGA SUMUSUNOD NA BARANGAY: BARANGAY LABUNGAN, TAVIRAN, BAKA, SAPALAN, SIFARAN, BUGAWAS, BITU, KURINTEM, MARGUES AT MAKIR NA INIHIWALAY MULA SA MUNISIPALIDAD NG DATU ODIN SINSUAT, LALAWIGAN NG MAGUINDANAO DEL NORTE, ALINSUNOD SA BANGSAMORO AUTONOMY ACT (BAA) NO. 55, NA NAAPRUBAHAN NOONG IKA-26 NG DISYEMBRE 2023?" SAGOT xyxy=(1065,938,1542,1057)
table-row xyxy=(549,1189,1025,1218)
table-cell: Plastic Security Seal for the Ballot Box xyxy=(608,1950,929,1980)
table-cell: 1 sheet xyxy=(929,993,1025,1023)
list-item: 2. Certificate of Challenge or Protest and Decision of the PlebCom (sample form attached as Annex "B"); xyxy=(1093,492,1523,505)
table-cell: Plebiscite Returns xyxy=(608,964,929,993)
column-1 xyxy=(29,17,517,2046)
allowed-persons-list xyxy=(1093,1435,1542,1512)
table-cell: CEF NO. 26-B-1 xyxy=(549,1609,608,1638)
table-cell: 1 piece xyxy=(929,1667,1025,1696)
list-item: a. That there is considerable distance between the Office of the Municipal Treasurer and the location of the polling place; xyxy=(1093,113,1542,139)
table-cell: 1 unit xyxy=(929,2126,1025,2156)
promulgation-line: Promulgated: August 9, 2024 xyxy=(275,257,506,272)
table-row xyxy=(549,905,1025,935)
table-cell xyxy=(549,1745,608,1774)
table-cell: 12 pieces xyxy=(929,1980,1025,2009)
section-heading: SEC. 28. Persons allowed inside the polling place. xyxy=(1091,1402,1306,1414)
honoraria-paragraph: a. Honoraria. - The Chairperson and members of the PlebCom, the MBHTESO, MBHTESO Support Staff and EAPP Support Staff, if applicable, shall be entitled to the corresponding honoraria inclusive of their travel allowances: xyxy=(548,51,1025,91)
table-cell: 1 piece xyxy=(929,1189,1025,1218)
list-item: d. Incumbent barangay officials, whether elected or appointed. xyxy=(1093,1724,1348,1737)
table-cell: For Counted Official Ballots xyxy=(608,1189,929,1218)
table-row xyxy=(549,1667,1025,1696)
section-paragraph: SEC. 17. Proceedings of the PlebCom. - The meeting of the PlebCom shall be public and shall be held in the polling place authorized by the Commission. xyxy=(548,471,1025,498)
section-heading: SEC. 24. Forms to be Reproduced when Needed. xyxy=(1091,442,1317,455)
table-cell xyxy=(549,1804,608,1833)
table-cell xyxy=(549,2038,608,2068)
list-item: 3. Post the Poster indicating the Precinct Number and Location of the Polling Place (CE Form No. 3) near or at the door of the polling place; xyxy=(1093,1132,1542,1159)
table-cell: 17-B-1 xyxy=(549,1277,608,1306)
table-row xyxy=(549,1169,1025,1189)
table-cell: Packaging Tape (Brown) xyxy=(608,1804,929,1833)
table-cell: 9 pieces xyxy=(929,905,1025,935)
answer-blank: SAGOT xyxy=(1477,1043,1539,1057)
section-paragraph: The Office of the Deputy Executive Director for Operations (ODEDO) shall inform and require the BARMM government to immediately appropriate the estimated plebiscite expenses that were approved by the Commission En Banc and remit the same to the Cash Division, Administrative Services Department, Commission on Elections, Intramuros, Manila. xyxy=(29,880,506,934)
section-heading: SEC 14. Prohibition against political activity. xyxy=(56,1938,258,1950)
table-cell: Env for CEF 26 - copy for the Mayor xyxy=(608,1638,929,1667)
table-cell: For Plebiscite Returns - COMELEC xyxy=(608,1277,929,1306)
table-row xyxy=(549,1921,1025,1950)
table-cell: CEF NO. 26-B-3 xyxy=(549,1667,608,1696)
table-cell: Poster Indicating the Clustered Precinct Number xyxy=(608,876,929,905)
list-item: 5. Place the ballot secrecy folder on top of the desk/chair; xyxy=(1093,1193,1328,1206)
table-row xyxy=(549,1745,1025,1774)
commissioner-row: MACEDA, Ernesto Ferdinand P. Jr., Commissioner xyxy=(275,219,506,232)
chairperson-tasks-list xyxy=(1093,1233,1542,1319)
table-cell: 15 xyxy=(549,1189,608,1218)
table-cell: CEF NO. 26 xyxy=(549,1491,608,1521)
table-row xyxy=(549,2068,1025,2097)
table-cell xyxy=(549,1892,608,1921)
commissioner-row: GARCIA, George Erwin M., Chairman xyxy=(275,150,506,162)
table-row xyxy=(549,1892,1025,1921)
section-heading: SEC. 3. Posting of Bangsamoro Autonomy Act Nos. 54 and 55, and pertinent Resolutions of the Commission. xyxy=(29,941,506,968)
table-row xyxy=(549,1081,1025,1111)
table-cell: Env for CEF 26 - copy for the Election Officer xyxy=(608,1609,929,1638)
municipality-heading: 1. Datu Sinsuat Balabaran xyxy=(43,499,158,512)
table-cell xyxy=(549,1716,608,1745)
ballot-question-label: A. For the new Municipality of SHEIK ABAS HAMZA xyxy=(1091,918,1331,931)
section-paragraph: SEC. 19. Temporary vacancies. - If, at the time of the meeting of the PlebCom, any member is absent, or the office is still vacant, the members present shall call upon the substitute of the absent member to perform the duties of the absent member, and in case such substitute cannot be found, the members present shall appoint any non-partisan registered voter of the polling place to temporarily fill the vacancy until the absent member appears or the vacancy is filled. In case there are two members present they shall act jointly. xyxy=(548,538,1025,607)
section-paragraph: SEC. 10. Precincts and polling places. - The precincts and polling places as reflected in the Project of Precincts (POP), prepared by the Election and Barangay Affairs Department (EBAD) for purposes of the plebiscite and approved by the Commission, shall be used for the conduct of the September 21, 2024 plebiscite. xyxy=(29,1605,507,1646)
table-cell: 2 bottles xyxy=(929,2097,1025,2126)
